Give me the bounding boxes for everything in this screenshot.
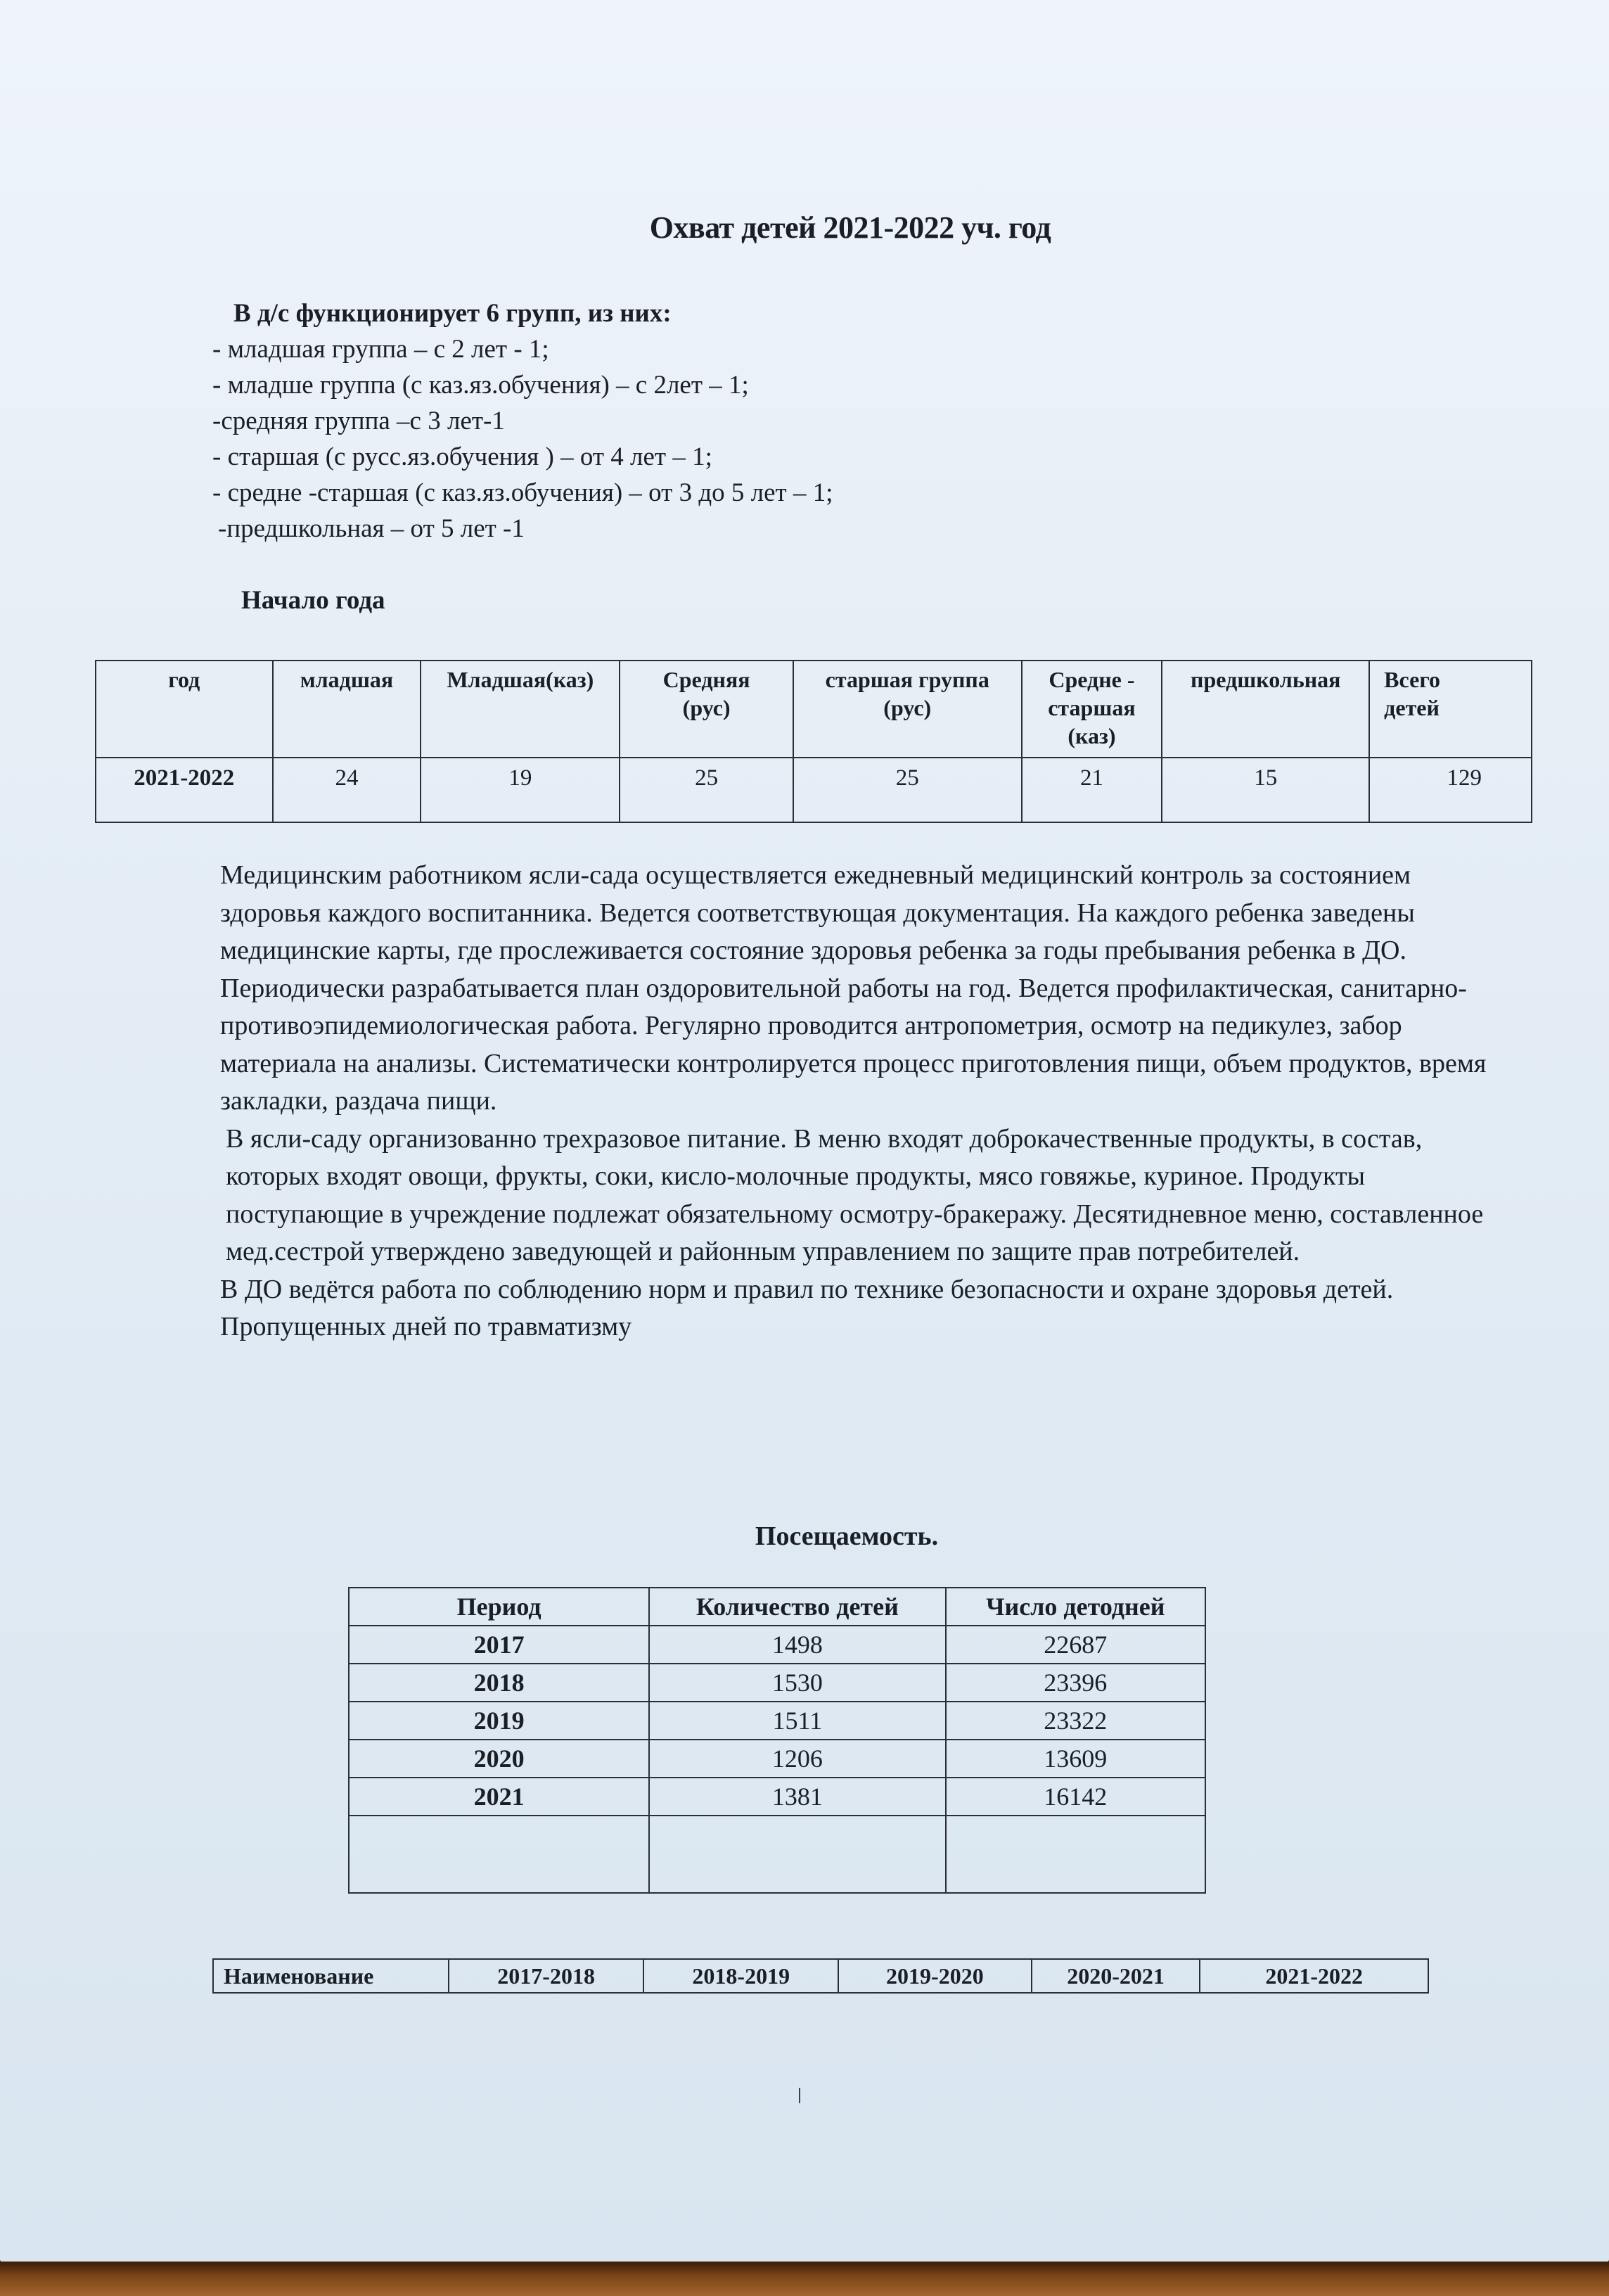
header-cell-year-range: 2020-2021 xyxy=(1032,1959,1200,1993)
header-cell-name: Наименование xyxy=(213,1959,449,1993)
group-item: - средне -старшая (с каз.яз.обучения) – от 3 до 5 лет – 1; xyxy=(212,478,833,507)
group-item: - старшая (с русс.яз.обучения ) – от 4 лет – 1; xyxy=(212,442,712,471)
header-cell-mid-senior-kaz: Средне - старшая (каз) xyxy=(1022,661,1162,758)
table-row-empty xyxy=(349,1816,1205,1893)
cell-year: 2021-2022 xyxy=(96,758,273,822)
cell-mid-senior-kaz: 21 xyxy=(1022,758,1162,822)
header-cell-year-range: 2018-2019 xyxy=(643,1959,838,1993)
table-row xyxy=(349,1740,1205,1778)
body-text xyxy=(220,857,1507,1346)
header-cell-children-count: Количество детей xyxy=(649,1588,945,1626)
cell-period: 2017 xyxy=(349,1626,649,1664)
cell-period: 2020 xyxy=(349,1740,649,1778)
cell-children-count xyxy=(649,1816,945,1893)
paragraph-nutrition: В ясли-саду организованно трехразовое питание. В меню входят доброкачественные продукты, в состав, которых входят овощи, фрукты, соки, кисло-молочные продукты, мясо говяжье, куриное. Продукты поступающие в учреждение подлежат обязательному осмотру-бракеражу. Десятидневное меню, составленное мед.сестрой утверждено заведующей и районным управлением по защите прав потребителей. xyxy=(226,1123,1484,1266)
cell-junior-kaz: 19 xyxy=(421,758,620,822)
cell-preschool: 15 xyxy=(1162,758,1369,822)
cell-child-days: 13609 xyxy=(946,1740,1205,1778)
cell-children-count: 1381 xyxy=(649,1778,945,1816)
group-item: -средняя группа –с 3 лет-1 xyxy=(212,407,505,435)
attendance-table xyxy=(348,1587,1206,1894)
cell-period: 2021 xyxy=(349,1778,649,1816)
paragraph-safety: В ДО ведётся работа по соблюдению норм и правил по технике безопасности и охране здоровья детей. Пропущенных дней по травматизму xyxy=(220,1274,1394,1341)
cell-children-count: 1498 xyxy=(649,1626,945,1664)
table-row xyxy=(349,1702,1205,1740)
cell-children-count: 1206 xyxy=(649,1740,945,1778)
table-row xyxy=(349,1664,1205,1702)
group-item: -предшкольная – от 5 лет -1 xyxy=(218,514,525,543)
header-cell-junior: младшая xyxy=(273,661,421,758)
header-cell-year: год xyxy=(96,661,273,758)
group-item: - младшая группа – с 2 лет - 1; xyxy=(212,335,549,364)
header-cell-child-days: Число детодней xyxy=(946,1588,1205,1626)
header-cell-senior-rus: старшая группа (рус) xyxy=(793,661,1022,758)
header-cell-year-range: 2017-2018 xyxy=(449,1959,644,1993)
cell-child-days: 16142 xyxy=(946,1778,1205,1816)
header-cell-year-range: 2021-2022 xyxy=(1200,1959,1428,1993)
years-header-row xyxy=(213,1959,1428,1993)
cell-middle-rus: 25 xyxy=(620,758,793,822)
pen-mark xyxy=(799,2088,800,2103)
groups-list xyxy=(212,295,833,547)
header-cell-period: Период xyxy=(349,1588,649,1626)
cell-period: 2019 xyxy=(349,1702,649,1740)
cell-period xyxy=(349,1816,649,1893)
table-row xyxy=(349,1778,1205,1816)
cell-children-count: 1511 xyxy=(649,1702,945,1740)
cell-total: 129 xyxy=(1369,758,1532,822)
header-cell-middle-rus: Средняя (рус) xyxy=(620,661,793,758)
cell-child-days xyxy=(946,1816,1205,1893)
table-row xyxy=(96,758,1532,822)
desk-background-bottom xyxy=(0,2262,1609,2296)
enrollment-header-row xyxy=(96,661,1532,758)
cell-period: 2018 xyxy=(349,1664,649,1702)
cell-child-days: 22687 xyxy=(946,1626,1205,1664)
table-row xyxy=(349,1626,1205,1664)
paragraph-medical: Медицинским работником ясли-сада осуществляется ежедневный медицинский контроль за состоянием здоровья каждого воспитанника. Ведется соответствующая документация. На каждого ребенка заведены медицинские карты, где прослеживается состояние здоровья ребенка за годы пребывания ребенка в ДО. Периодически разрабатывается план оздоровительной работы на год. Ведется профилактическая, санитарно-противоэпидемиологическая работа. Регулярно проводится антропометрия, осмотр на педикулез, забор материала на анализы. Систематически контролируется процесс приготовления пищи, объем продуктов, время закладки, раздача пищи. xyxy=(220,860,1487,1116)
header-cell-junior-kaz: Младшая(каз) xyxy=(421,661,620,758)
years-table xyxy=(212,1958,1429,1994)
cell-child-days: 23396 xyxy=(946,1664,1205,1702)
document-title: Охват детей 2021-2022 уч. год xyxy=(649,210,1051,245)
start-of-year-heading: Начало года xyxy=(241,586,385,615)
header-cell-total: Всего детей xyxy=(1369,661,1532,758)
cell-senior-rus: 25 xyxy=(793,758,1022,822)
group-item: - младше группа (с каз.яз.обучения) – с 2лет – 1; xyxy=(212,371,749,400)
attendance-heading: Посещаемость. xyxy=(755,1522,939,1551)
attendance-header-row xyxy=(349,1588,1205,1626)
enrollment-table xyxy=(95,660,1532,823)
header-cell-preschool: предшкольная xyxy=(1162,661,1369,758)
groups-intro: В д/с функционирует 6 групп, из них: xyxy=(233,299,672,328)
cell-children-count: 1530 xyxy=(649,1664,945,1702)
cell-child-days: 23322 xyxy=(946,1702,1205,1740)
cell-junior: 24 xyxy=(273,758,421,822)
header-cell-year-range: 2019-2020 xyxy=(838,1959,1032,1993)
